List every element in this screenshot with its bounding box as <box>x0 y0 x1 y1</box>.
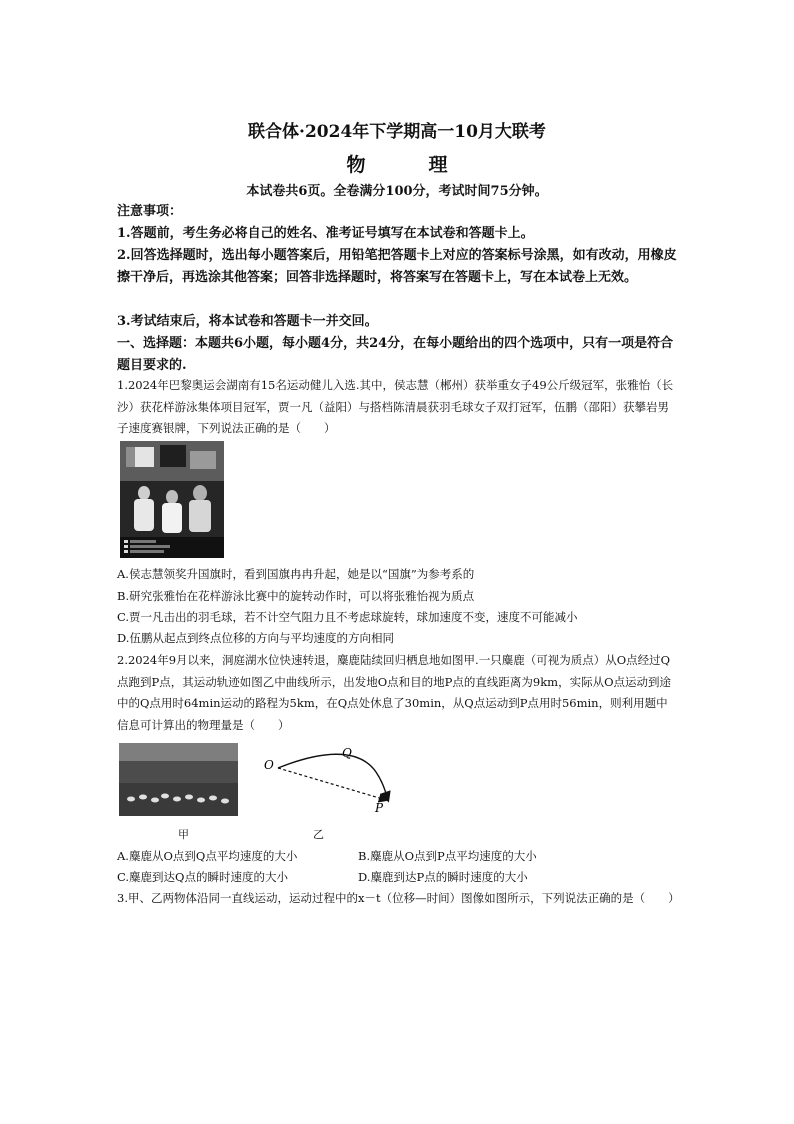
elk-photo-image <box>119 743 238 816</box>
notice-item-1: 1.答题前，考生务必将自己的姓名、准考证号填写在本试卷和答题卡上。 <box>117 226 534 241</box>
point-p-label: P <box>375 801 384 815</box>
displacement-line <box>278 768 386 800</box>
q1-option-b: B.研究张雅怡在花样游泳比赛中的旋转动作时，可以将张雅怡视为质点 <box>117 589 475 603</box>
question-3-stem: 3.甲、乙两物体沿同一直线运动，运动过程中的x－t（位移—时间）图像如图所示，下列说法正确的是（ ） <box>117 891 680 905</box>
trajectory-curve <box>278 754 388 800</box>
q2-option-b: B.麋鹿从O点到P点平均速度的大小 <box>358 849 537 863</box>
exam-title: 联合体·2024年下学期高一10月大联考 <box>248 122 546 142</box>
q1-option-d: D.伍鹏从起点到终点位移的方向与平均速度的方向相同 <box>117 631 394 645</box>
q2-option-d: D.麋鹿到达P点的瞬时速度的大小 <box>358 870 528 884</box>
notice-heading: 注意事项： <box>117 204 183 219</box>
notice-item-2: 2.回答选择题时，选出每小题答案后，用铅笔把答题卡上对应的答案标号涂黑，如有改动，用橡皮擦干净后，再选涂其他答案；回答非选择题时，将答案写在答题卡上，写在本试卷上无效。 <box>117 248 677 285</box>
elk-photo <box>119 743 238 816</box>
q2-option-a: A.麋鹿从O点到Q点平均速度的大小 <box>117 849 298 863</box>
exam-info: 本试卷共6页。全卷满分100分，考试时间75分钟。 <box>246 184 548 199</box>
q1-option-c: C.贾一凡击出的羽毛球，若不计空气阻力且不考虑球旋转，球加速度不变，速度不可能减小 <box>117 610 578 624</box>
podium-photo-image <box>120 441 224 558</box>
question-1-stem: 1.2024年巴黎奥运会湖南有15名运动健儿入选.其中，侯志慧（郴州）获举重女子49公斤级冠军，张雅怡（长沙）获花样游泳集体项目冠军，贾一凡（益阳）与搭档陈清晨获羽毛球女子双打冠军，伍鹏（邵阳）获攀岩男子速度赛银牌，下列说法正确的是（ ） <box>117 378 674 435</box>
notice-item-3: 3.考试结束后，将本试卷和答题卡一并交回。 <box>117 314 378 329</box>
point-q-label: Q <box>342 746 352 760</box>
podium-photo <box>120 441 224 558</box>
subject-title: 物 理 <box>346 154 470 176</box>
figure-label-jia: 甲 <box>178 828 189 841</box>
point-o-label: O <box>264 758 274 772</box>
trajectory-diagram <box>258 742 408 817</box>
q2-option-c: C.麋鹿到达Q点的瞬时速度的大小 <box>117 870 288 884</box>
q1-option-a: A.侯志慧领奖升国旗时，看到国旗冉冉升起，她是以“国旗”为参考系的 <box>117 567 475 581</box>
section-1-heading: 一、选择题：本题共6小题，每小题4分，共24分，在每小题给出的四个选项中，只有一项是符合题目要求的. <box>117 336 674 373</box>
figure-label-yi: 乙 <box>313 828 324 841</box>
question-2-stem: 2.2024年9月以来，洞庭湖水位快速转退，麋鹿陆续回归栖息地如图甲.一只麋鹿（可视为质点）从O点经过Q点跑到P点，其运动轨迹如图乙中曲线所示，出发地O点和目的地P点的直线距离为9km，实际从O点运动到途中的Q点用时64min运动的路程为5km，在Q点处休息了30min，从Q点运动到P点用时56min，则利用题中信息可计算出的物理量是（ ） <box>117 653 672 732</box>
